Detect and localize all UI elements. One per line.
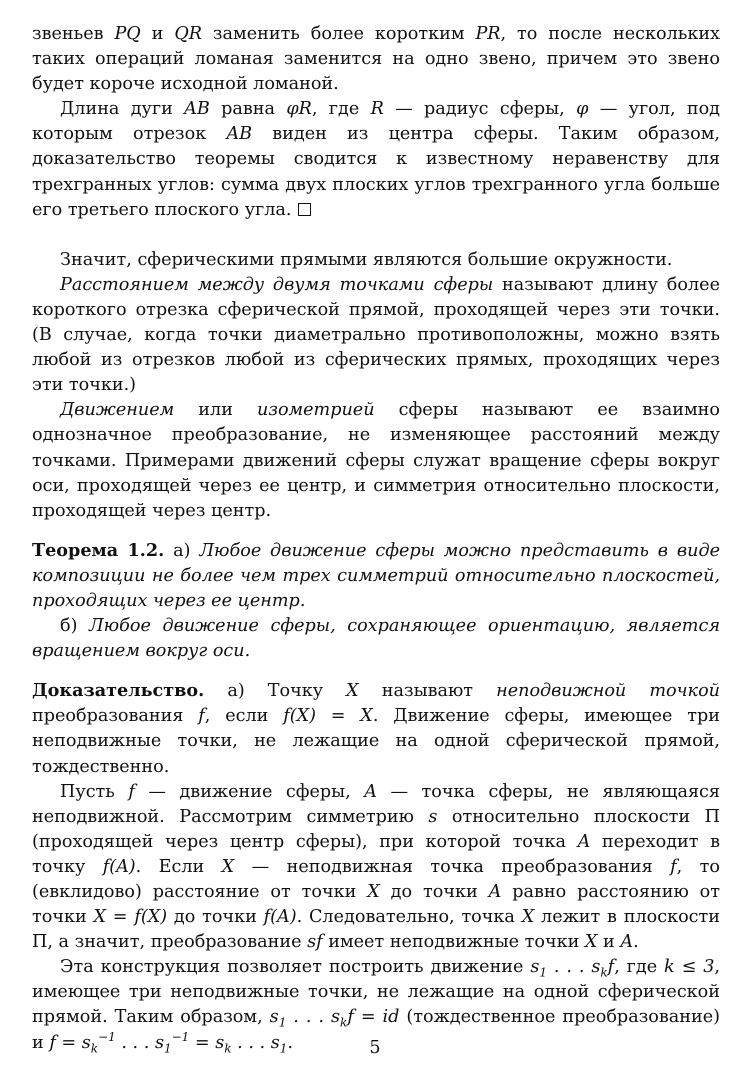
math: φR: [286, 99, 312, 120]
text: .: [287, 1032, 293, 1053]
text: преобразования: [32, 706, 199, 727]
text: — угол, под которым отрезок: [32, 99, 720, 145]
math: s: [428, 806, 438, 827]
text: относительно плоскости Π (проходящей через центр сферы), при которой точка: [32, 806, 720, 852]
math: A: [364, 781, 377, 802]
math: A: [620, 932, 634, 953]
paragraph-3: Значит, сферическими прямыми являются большие окружности.: [60, 249, 673, 270]
proof-paragraph-1: [32, 678, 720, 779]
text: имеет неподвижные точки: [322, 932, 585, 953]
math: = s: [189, 1032, 225, 1053]
qed-square-icon: [298, 203, 311, 216]
theorem-1-2-b: [32, 614, 720, 664]
text: , то после нескольких таких операций ломаная заменится на одно звено, причем это звено будет короче исходной ломаной.: [32, 24, 720, 95]
text: . Следовательно, точка: [296, 907, 522, 928]
superscript: −1: [98, 1029, 116, 1044]
text: , то (евклидово) расстояние от точки: [32, 856, 720, 902]
math: . . .: [231, 1032, 271, 1053]
math: AB: [184, 99, 210, 120]
math: sf: [307, 932, 323, 953]
math: f: [128, 781, 135, 802]
math: X: [584, 932, 598, 953]
proof-label: Доказательство.: [32, 680, 205, 702]
text: — движение сферы,: [134, 781, 365, 802]
math: s: [591, 957, 601, 978]
math: s: [331, 1007, 341, 1028]
math: f = s: [49, 1032, 91, 1053]
math: PR: [475, 24, 501, 44]
text: сферы называют ее взаимно однозначное преобразование, не изменяющее расстояний между точками. Примерами движений сферы служат вращение сферы вокруг оси, проходящей через ее центр, и симметрия относительно плоскости, проходящей через центр.: [32, 400, 720, 521]
subscript: k: [340, 1015, 348, 1030]
text: .: [633, 932, 639, 953]
math: s: [154, 1032, 164, 1053]
subscript: 1: [279, 1041, 288, 1056]
text: (тождественное преобразование) и: [32, 1007, 720, 1053]
subscript: 1: [539, 965, 548, 980]
page-body: [32, 22, 720, 1056]
math: s: [270, 1032, 280, 1053]
math: X: [346, 681, 359, 702]
math: R: [370, 99, 384, 120]
math: f(A): [263, 907, 297, 928]
text: лежит в плоскости Π, а значит, преобразование: [32, 907, 720, 953]
theorem-part-a: Любое движение сферы можно представить в виде композиции не более чем трех симметрий относительно плоскостей, проходящих через ее центр.: [32, 540, 721, 611]
math: X: [367, 882, 380, 902]
text: или: [174, 400, 258, 421]
text: заменить более коротким: [202, 24, 476, 44]
subscript: k: [600, 965, 608, 980]
math-s1-sk-f: [530, 957, 615, 980]
theorem-label: Теорема 1.2.: [32, 539, 165, 561]
subscript: 1: [163, 1041, 172, 1056]
text: до точки: [379, 882, 489, 902]
text: — точка сферы, не являющаяся неподвижной. Рассмотрим симметрию: [32, 781, 721, 827]
math: f: [198, 706, 205, 727]
math: A: [577, 831, 591, 852]
theorem-part-b: Любое движение сферы, сохраняющее ориентацию, является вращением вокруг оси.: [32, 616, 720, 662]
math: f = id: [347, 1007, 400, 1028]
item-label: а): [164, 540, 200, 561]
proof-paragraph-2: [32, 780, 720, 956]
math: A: [488, 882, 502, 902]
math: . . .: [547, 957, 592, 978]
text: , где: [614, 957, 665, 978]
text: — неподвижная точка преобразования: [234, 856, 671, 877]
text: и: [597, 932, 621, 953]
text: Длина дуги: [60, 99, 185, 120]
paragraph-2: [32, 97, 720, 222]
subscript: 1: [278, 1015, 287, 1030]
math: f(A): [102, 856, 136, 877]
math: AB: [226, 124, 253, 145]
text: — радиус сферы,: [383, 99, 577, 120]
math: f: [607, 957, 615, 978]
paragraph-4: [32, 273, 720, 398]
math: X: [221, 856, 235, 877]
math: X = f(X): [93, 907, 168, 928]
text: Пусть: [60, 781, 129, 802]
text: . Если: [135, 856, 222, 877]
definition-term: Движением: [60, 400, 175, 421]
text: называют длину более короткого отрезка сферической прямой, проходящей через эти точки. (В случае, когда точки диаметрально противоположны, можно взять любой из отрезков любой из сферических прямых, проходящих через эти точки.): [32, 274, 720, 396]
subscript: k: [90, 1041, 99, 1056]
math: f: [670, 856, 677, 877]
text: и: [140, 24, 175, 44]
paragraph-5: [32, 398, 720, 523]
math: s: [269, 1007, 279, 1028]
text: называют: [358, 681, 497, 702]
paragraph-1: [32, 22, 720, 97]
math: . . .: [286, 1007, 332, 1028]
text: . Движение сферы, имеющее три неподвижные точки, не лежащие на одной сферической прямой, тождественно.: [32, 706, 721, 777]
text: переходит в точку: [32, 831, 720, 877]
text: , имеющее три неподвижные точки, не лежащие на одной сферической прямой. Таким образом,: [32, 957, 720, 1028]
text: , если: [204, 706, 284, 727]
text: Эта конструкция позволяет построить движение: [60, 957, 531, 978]
subscript: k: [224, 1041, 232, 1056]
math: X: [521, 907, 535, 928]
superscript: −1: [171, 1029, 190, 1044]
text: виден из центра сферы. Таким образом, доказательство теоремы сводится к известному неравенству для трехгранных углов: сумма двух плоских углов трехгранного угла больше его третьего плоского угла.: [32, 124, 720, 220]
text: равна: [209, 99, 287, 120]
math: QR: [174, 24, 202, 44]
math: f(X) = X: [283, 706, 373, 727]
definition-term: Расстоянием между двумя точками сферы: [60, 274, 494, 295]
definition-term: неподвижной точкой: [496, 681, 720, 702]
text: равно расстоянию от точки: [32, 882, 720, 928]
definition-term: изометрией: [257, 400, 375, 421]
math: k ≤ 3: [664, 957, 715, 978]
math: φ: [576, 99, 589, 120]
text: а) Точку: [204, 681, 347, 702]
math: . . .: [115, 1032, 155, 1053]
text: до точки: [167, 907, 264, 928]
page-number: 5: [369, 1038, 381, 1058]
math: PQ: [114, 24, 141, 44]
text: , где: [311, 99, 371, 120]
math-identity-eq: [269, 1007, 400, 1030]
theorem-1-2: [32, 538, 720, 614]
math: s: [530, 957, 540, 978]
text: звеньев: [32, 24, 115, 44]
item-label: б): [60, 616, 89, 637]
